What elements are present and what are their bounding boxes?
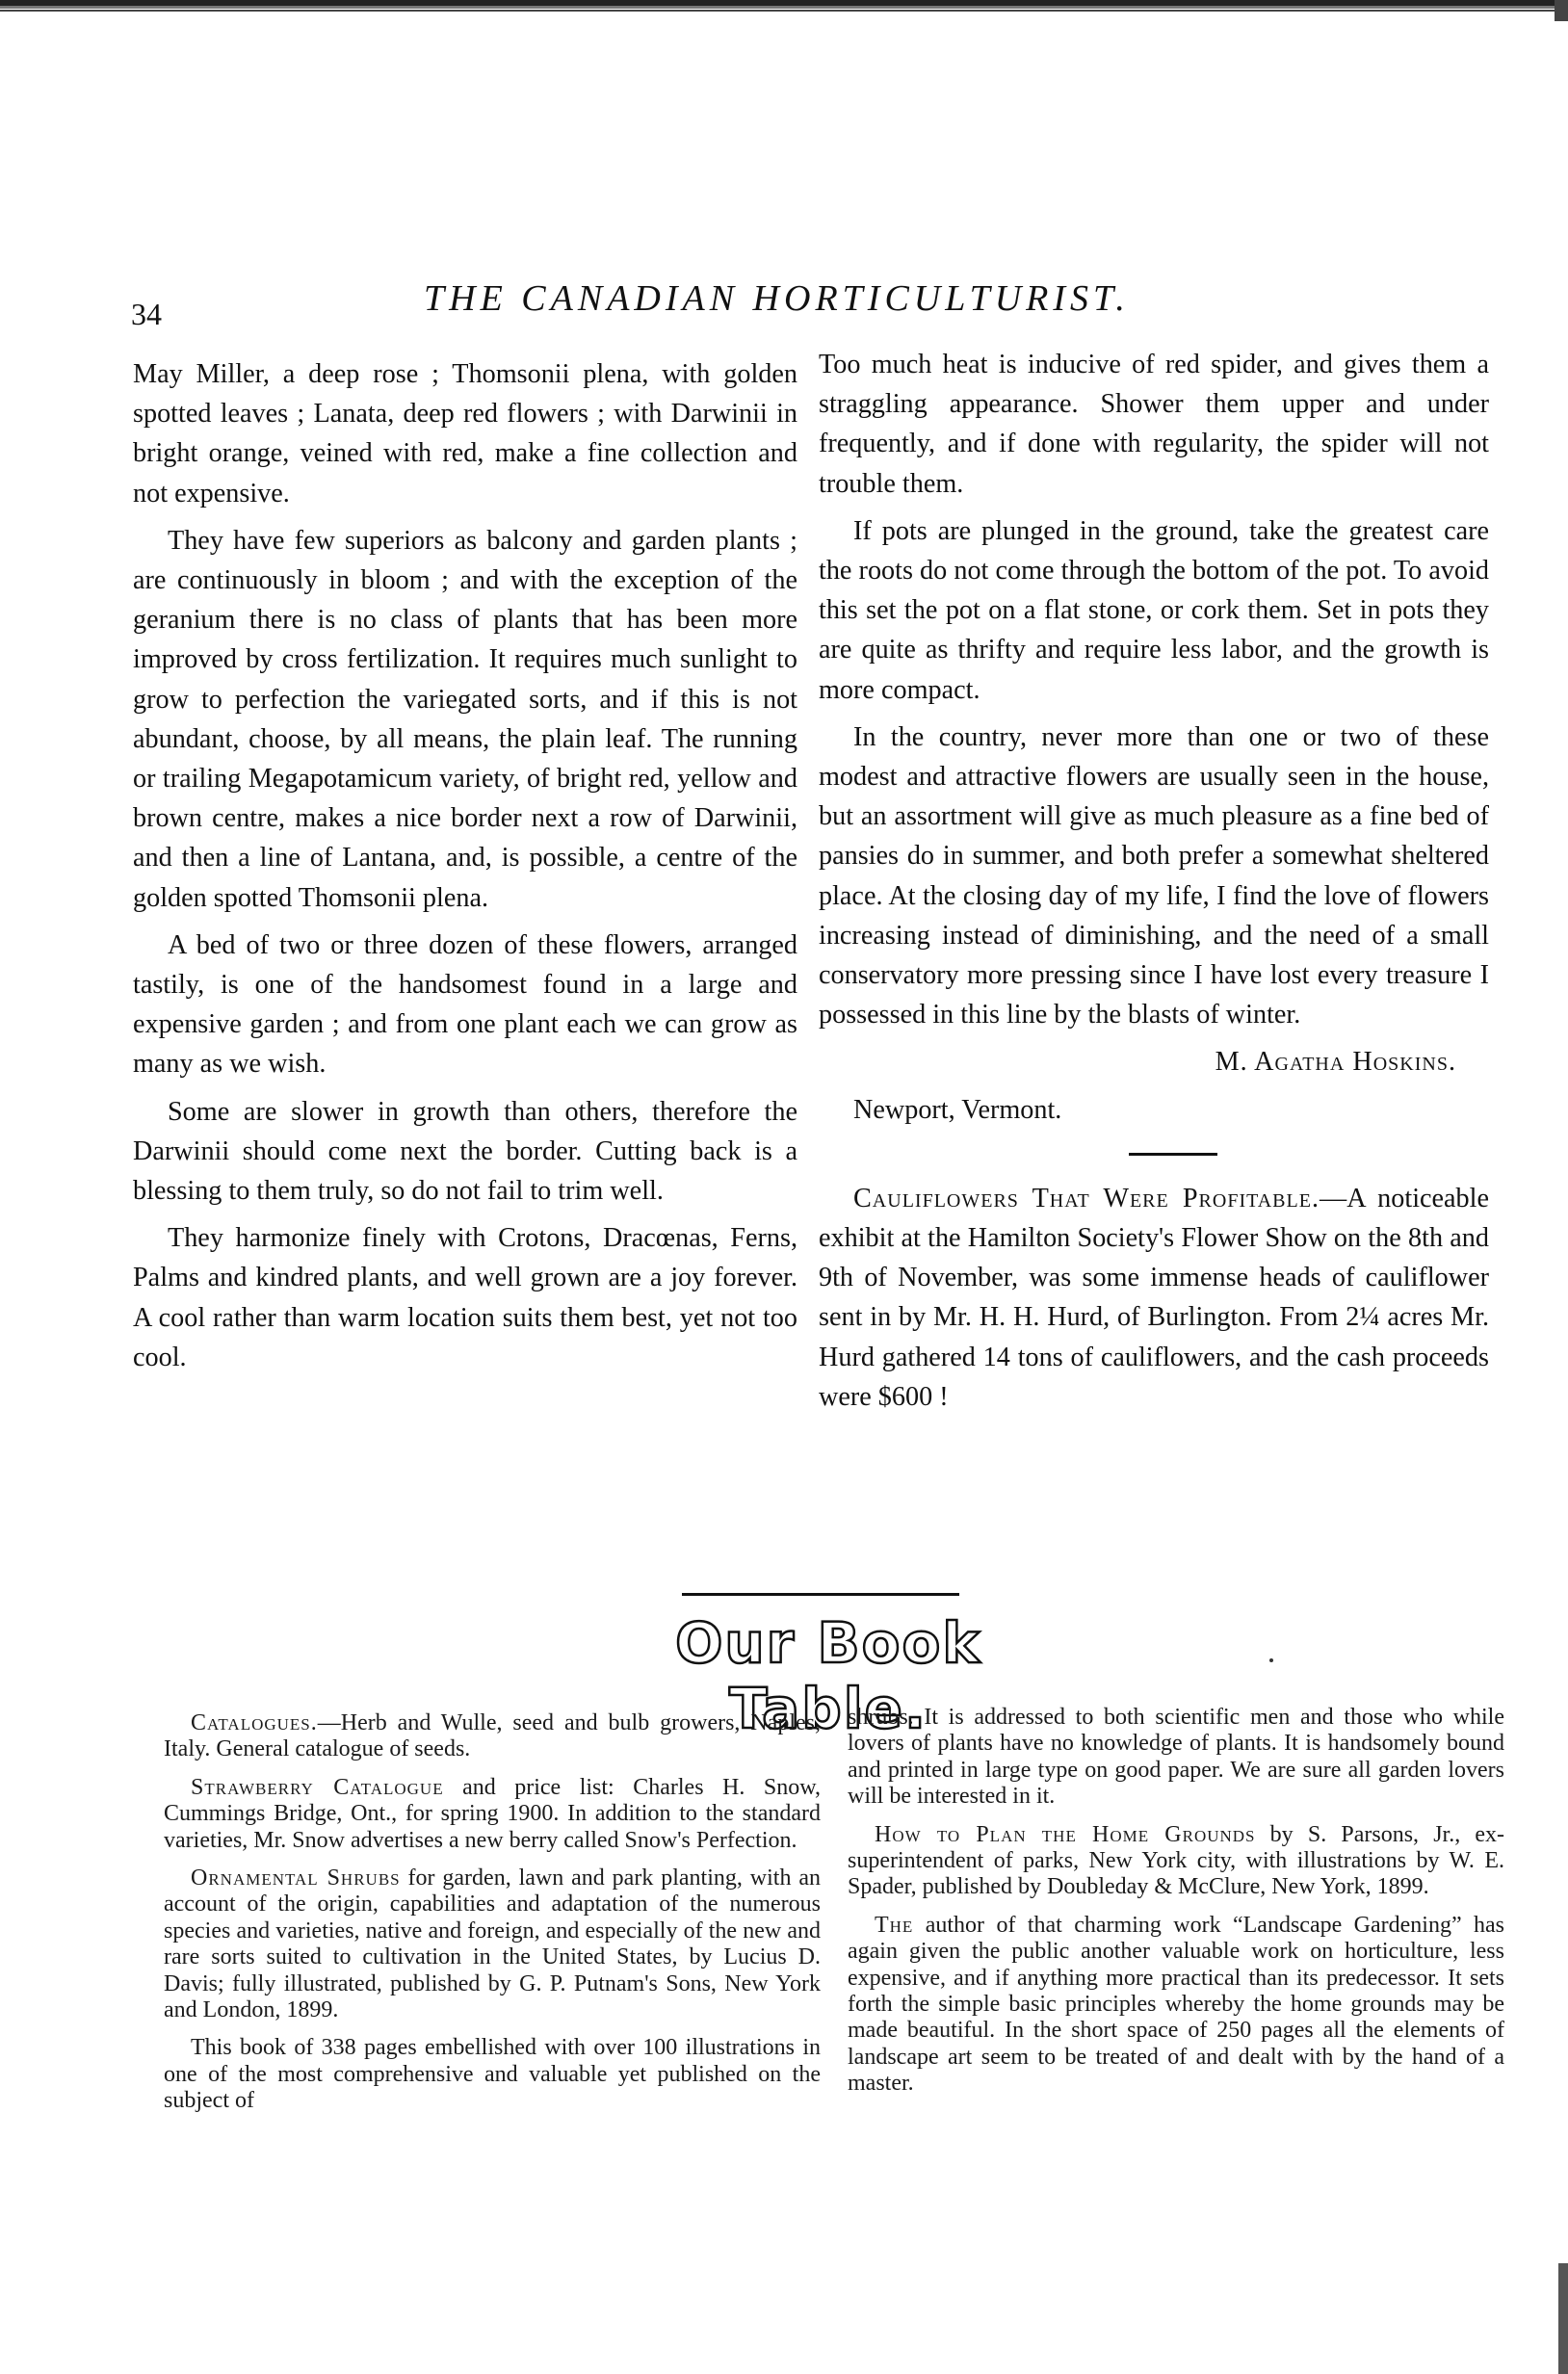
book-entry (164, 1710, 821, 1763)
book-entry (848, 1913, 1504, 2098)
book-entry: This book of 338 pages embellished with over 100 illustrations in one of the most comprehensive and valuable yet published on the subject of (164, 2035, 821, 2114)
book-entry-text: author of that charming work “Landscape Gardening” has again given the public another valuable work on horticulture, less expensive, and if anything more practical than its predecessor. It sets forth the simple basic principles whereby the home grounds may be made beautiful. In the short space of 250 pages all the elements of landscape art seem to be treated of and dealt with by the hand of a master. (848, 1912, 1504, 2097)
paragraph: In the country, never more than one or two of these modest and attractive flowers are usually seen in the house, but an assortment will give as much pleasure as a fine bed of pansies do in summer, and both prefer a somewhat sheltered place. At the closing day of my life, I find the love of flowers increasing instead of diminishing, and the need of a small conservatory more pressing since I have lost every treasure I possessed in this line by the blasts of winter. (819, 721, 1489, 1030)
book-entry-text: and price list: Charles H. Snow, Cummings Bridge, Ont., for spring 1900. In addition to the standard varieties, Mr. Snow advertises a new berry called Snow's Perfection. (164, 1774, 821, 1853)
page-number: 34 (131, 297, 162, 331)
paragraph: Too much heat is inducive of red spider, and gives them a straggling appearance. Shower them upper and under frequently, and if done with regularity, the spider will not trouble them. (819, 350, 1489, 499)
top-scan-border (0, 0, 1568, 13)
ink-speck (1269, 1658, 1273, 1662)
section-divider (1129, 1153, 1217, 1156)
author-signature: M. Agatha Hoskins. (1215, 1047, 1456, 1078)
edge-mark-top (1555, 0, 1568, 21)
book-table-right-column (848, 1705, 1504, 2109)
left-column (133, 354, 797, 1385)
paragraph: They harmonize finely with Crotons, Dracœnas, Ferns, Palms and kindred plants, and well grown are a joy forever. A cool rather than warm location suits them best, yet not too cool. (133, 1223, 797, 1372)
paragraph: Some are slower in growth than others, therefore the Darwinii should come next the border. Cutting back is a blessing to them truly, so do not fail to trim well. (133, 1096, 797, 1207)
book-entry-text: —Herb and Wulle, seed and bulb growers, Naples, Italy. General catalogue of seeds. (164, 1710, 821, 1762)
book-entry-title: Catalogues. (191, 1710, 318, 1735)
book-entry-title: Ornamental Shrubs (191, 1865, 401, 1891)
paragraph: A bed of two or three dozen of these flowers, arranged tastily, is one of the handsomest found in a large and expensive garden ; and from one plant each we can grow as many as we wish. (133, 929, 797, 1080)
book-entry-title: How to Plan the Home Grounds (875, 1821, 1256, 1847)
edge-mark-bottom (1558, 2263, 1568, 2374)
book-table-left-column (164, 1710, 821, 2126)
book-entry-text: by S. Parsons, Jr., ex-superintendent of parks, New York city, with illustrations by W. E. Spader, published by Doubleday & McClure, New York, 1899. (848, 1821, 1505, 1900)
paragraph: If pots are plunged in the ground, take the greatest care the roots do not come through the bottom of the pot. To avoid this set the pot on a flat stone, or cork them. Set in pots they are quite as thrifty and require less labor, and the growth is more compact. (819, 515, 1489, 705)
cauliflower-paragraph (819, 1179, 1489, 1417)
paragraph: They have few superiors as balcony and garden plants ; are continuously in bloom ; and with the exception of the geranium there is no class of plants that has been more improved by cross fertilization. It requires much sunlight to grow to perfection the variegated sorts, and if this is not abundant, choose, by all means, the plain leaf. The running or trailing Megapotamicum variety, of bright red, yellow and brown centre, makes a nice border next a row of Darwinii, and then a line of Lantana, and, is possible, a centre of the golden spotted Thomsonii plena. (133, 525, 797, 913)
book-table-heading: Our Book Table. (675, 1610, 981, 1741)
book-entry-title: The (875, 1912, 914, 1938)
book-entry (848, 1822, 1504, 1901)
author-location: Newport, Vermont. (853, 1094, 1062, 1125)
paragraph: May Miller, a deep rose ; Thomsonii plena, with golden spotted leaves ; Lanata, deep red flowers ; with Darwinii in bright orange, veined with red, make a fine collection and not expensive. (133, 359, 797, 509)
cauliflower-heading: Cauliflowers That Were Profitable. (853, 1183, 1320, 1213)
right-column (819, 345, 1489, 1424)
cauliflower-text: —A noticeable exhibit at the Hamilton Society's Flower Show on the 8th and 9th of November, was some immense heads of cauliflower sent in by Mr. H. H. Hurd, of Burlington. From 2¼ acres Mr. Hurd gathered 14 tons of cauliflowers, and the cash proceeds were $600 ! (819, 1183, 1489, 1412)
running-head: THE CANADIAN HORTICULTURIST. (424, 278, 1130, 319)
book-entry-text: for garden, lawn and park planting, with an account of the origin, capabilities and adaptation of the numerous species and varieties, native and foreign, and especially of the new and rare sorts suited to cultivation in the United States, by Lucius D. Davis; fully illustrated, published by G. P. Putnam's Sons, New York and London, 1899. (164, 1865, 821, 2023)
book-entry (164, 1865, 821, 2023)
book-entry (164, 1775, 821, 1854)
book-entry-title: Strawberry Catalogue (191, 1774, 444, 1800)
book-entry: shrubs. It is addressed to both scientific men and those who while lovers of plants have no knowledge of plants. It is handsomely bound and printed in large type on good paper. We are sure all garden lovers will be interested in it. (848, 1705, 1504, 1810)
book-table-rule (682, 1593, 959, 1596)
